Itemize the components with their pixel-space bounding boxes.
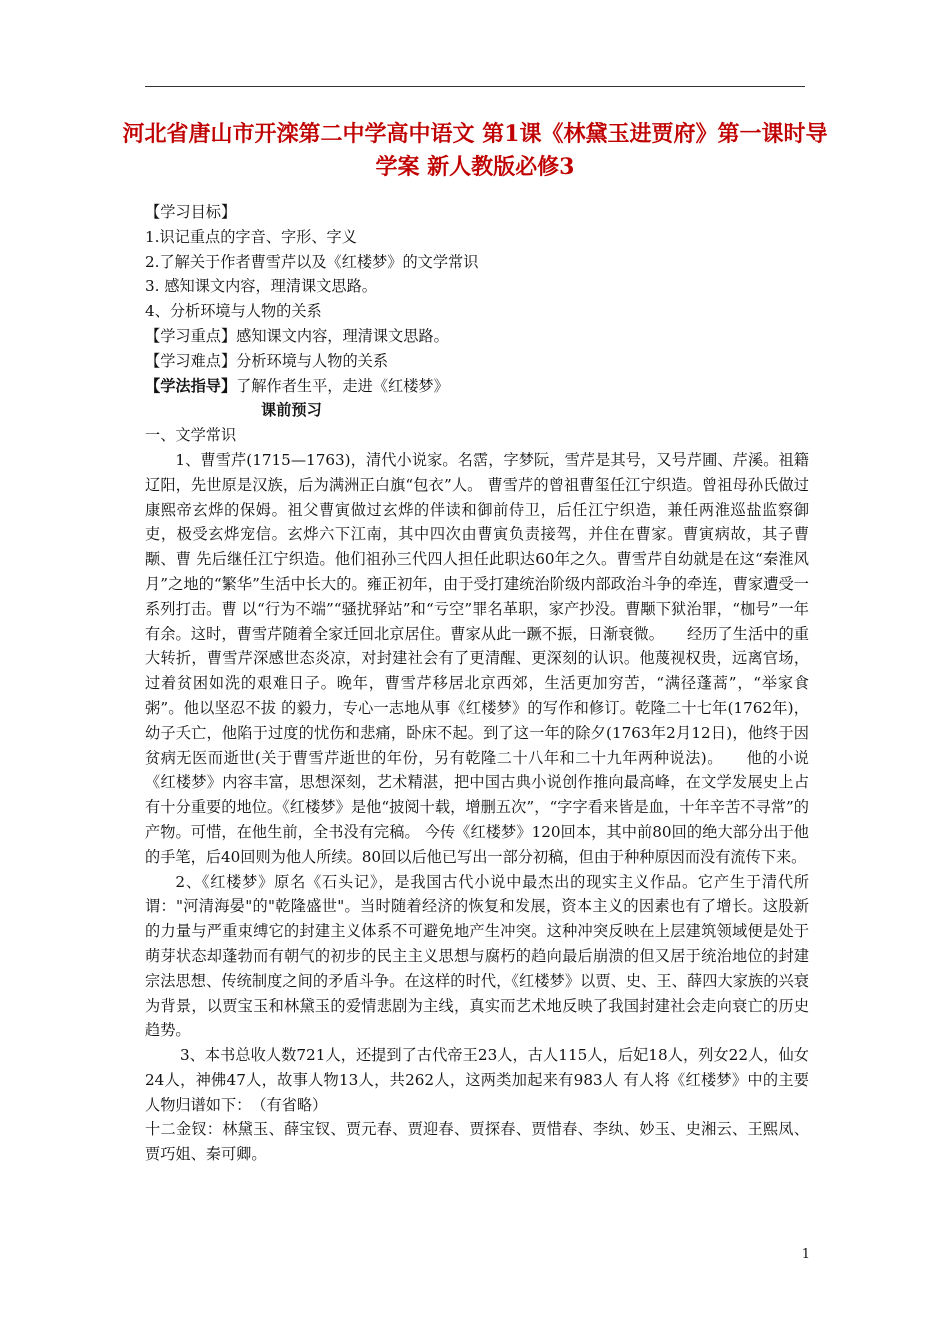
- document-title: 河北省唐山市开滦第二中学高中语文 第1课《林黛玉进贾府》第一课时导学案 新人教版必修3: [122, 121, 828, 180]
- section-heading: 一、文学常识: [145, 426, 237, 445]
- objective-item: 1.识记重点的字音、字形、字义: [145, 227, 357, 246]
- objective-item: 3. 感知课文内容，理清课文思路。: [145, 277, 377, 296]
- paragraph-characters: 3、本书总收人数721人，还提到了古代帝王23人，古人115人，后妃18人，列女22人，仙女24人，神佛47人，故事人物13人，共262人，这两类加起来有983人 有人将《红楼梦》中的主要人物归谱如下： （有省略）: [145, 1046, 809, 1114]
- paragraph-hongloumeng: 2、《红楼梦》原名《石头记》，是我国古代小说中最杰出的现实主义作品。它产生于清代所谓："河清海晏"的"乾隆盛世"。当时随着经济的恢复和发展，资本主义的因素也有了增长。这股新的力量与严重束缚它的封建主义体系不可避免地产生冲突。这种冲突反映在上层建筑领域便是处于萌芽状态却蓬勃而有朝气的初步的民主主义思想与腐朽的趋向最后崩溃的但又居于统治地位的封建宗法思想、传统制度之间的矛盾斗争。在这样的时代，《红楼梦》以贾、史、王、薛四大家族的兴衰为背景，以贾宝玉和林黛玉的爱情悲剧为主线，真实而艺术地反映了我国封建社会走向衰亡的历史趋势。: [145, 872, 809, 1040]
- preview-heading: 课前预习: [261, 401, 322, 420]
- method-label: 【学法指导】: [145, 376, 237, 395]
- page-number: 1: [801, 1247, 810, 1262]
- jinchai-list: 十二金钗：林黛玉、薛宝钗、贾元春、贾迎春、贾探春、贾惜春、李纨、妙玉、史湘云、王熙凤、贾巧姐、秦可卿。: [145, 1120, 809, 1164]
- method-text: 了解作者生平，走进《红楼梦》: [236, 376, 449, 395]
- objective-item: 4、分析环境与人物的关系: [145, 302, 322, 321]
- key-point: 【学习重点】感知课文内容，理清课文思路。: [145, 326, 449, 345]
- objective-item: 2.了解关于作者曹雪芹以及《红楼梦》的文学常识: [145, 252, 479, 271]
- method-guide: [145, 374, 809, 399]
- difficulty: 【学习难点】分析环境与人物的关系: [145, 351, 388, 370]
- document-body: [145, 200, 809, 1167]
- paragraph-cao-xueqin: 1、曹雪芹(1715—1763)，清代小说家。名霑，字梦阮，雪芹是其号，又号芹圃、芹溪。祖籍辽阳，先世原是汉族，后为满洲正白旗“包衣”人。 曹雪芹的曾祖曹玺任江宁织造。曾祖母孙氏做过康熙帝玄烨的保姆。祖父曹寅做过玄烨的伴读和御前侍卫，后任江宁织造，兼任两淮巡盐监察御吏，极受玄烨宠信。玄烨六下江南，其中四次由曹寅负责接驾，并住在曹家。曹寅病故，其子曹颙、曹 先后继任江宁织造。他们祖孙三代四人担任此职达60年之久。曹雪芹自幼就是在这“秦淮风月”之地的“繁华”生活中长大的。雍正初年，由于受打建统治阶级内部政治斗争的牵连，曹家遭受一系列打击。曹 以“行为不端”“骚扰驿站”和“亏空”罪名革职，家产抄没。曹颙下狱治罪，“枷号”一年有余。这时，曹雪芹随着全家迁回北京居住。曹家从此一蹶不振，日渐衰微。 经历了生活中的重大转折，曹雪芹深感世态炎凉，对封建社会有了更清醒、更深刻的认识。他蔑视权贵，远离官场，过着贫困如洗的艰难日子。晚年，曹雪芹移居北京西郊，生活更加穷苦，“满径蓬蒿”，“举家食粥”。他以坚忍不拔 的毅力，专心一志地从事《红楼梦》的写作和修订。乾隆二十七年(1762年)，幼子夭亡，他陷于过度的忧伤和悲痛，卧床不起。到了这一年的除夕(1763年2月12日)，他终于因贫病无医而逝世(关于曹雪芹逝世的年份，另有乾隆二十八年和二十九年两种说法)。 他的小说《红楼梦》内容丰富，思想深刻，艺术精湛，把中国古典小说创作推向最高峰，在文学发展史上占有十分重要的地位。《红楼梦》是他“披阅十载，增删五次”，“字字看来皆是血，十年辛苦不寻常”的产物。可惜，在他生前，全书没有完稿。 今传《红楼梦》120回本，其中前80回的绝大部分出于他的手笔，后40回则为他人所续。80回以后他已写出一部分初稿，但由于种种原因而没有流传下来。: [145, 450, 809, 866]
- objectives-header: 【学习目标】: [145, 203, 237, 221]
- header-rule: [145, 86, 805, 87]
